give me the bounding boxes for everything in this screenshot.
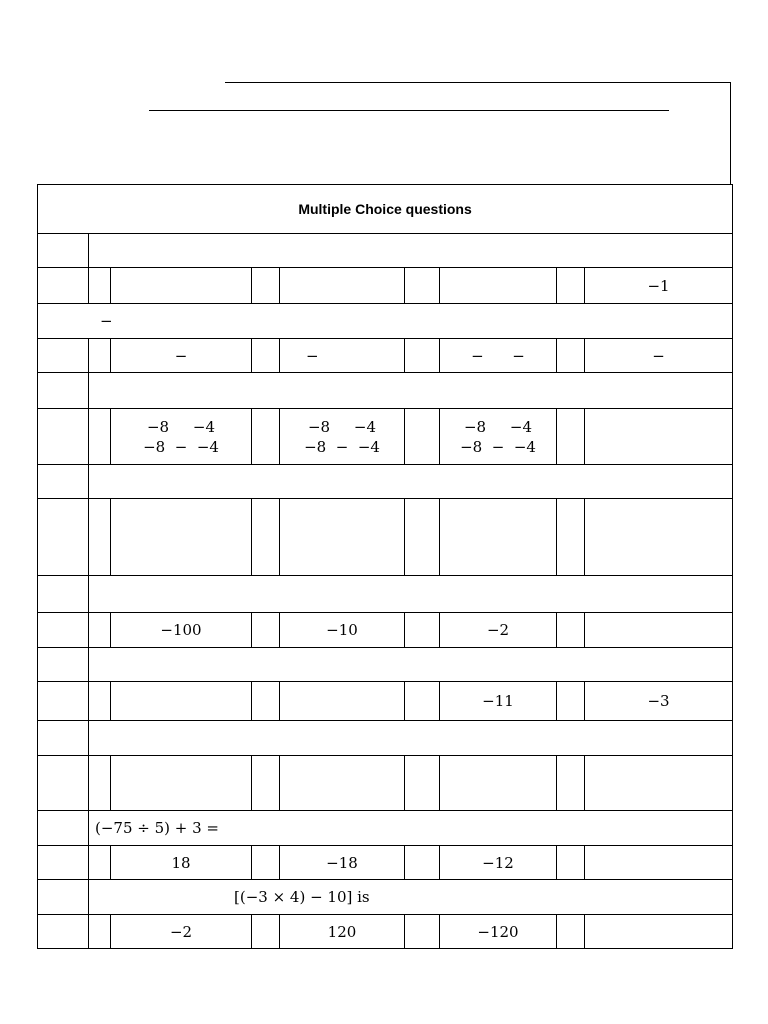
options-row [38, 915, 733, 949]
question-text [89, 576, 733, 613]
option-c: − − [440, 339, 557, 373]
option-a: 18 [111, 846, 252, 880]
question-row [38, 880, 733, 915]
options-row [38, 846, 733, 880]
option-letter-b [252, 499, 280, 576]
options-row [38, 682, 733, 721]
option-letter-b [252, 613, 280, 648]
option-letter-c [405, 915, 440, 949]
question-row [38, 721, 733, 756]
question-number-cell [38, 576, 89, 613]
question-text: − [38, 304, 733, 339]
option-letter-d [557, 682, 585, 721]
question-number-cell [38, 811, 89, 846]
option-letter-d [557, 409, 585, 465]
option-b [280, 499, 405, 576]
option-c: −12 [440, 846, 557, 880]
question-number-cell [38, 373, 89, 409]
option-a: −100 [111, 613, 252, 648]
option-a [111, 682, 252, 721]
option-number-cell [38, 846, 89, 880]
question-text [89, 721, 733, 756]
option-a-line-1: −8 −4 [146, 417, 216, 436]
question-row [38, 373, 733, 409]
options-row [38, 756, 733, 811]
option-number-cell [38, 613, 89, 648]
option-letter-d [557, 499, 585, 576]
option-d: −3 [585, 682, 733, 721]
question-number-cell [38, 648, 89, 682]
option-b: 120 [280, 915, 405, 949]
option-d: −1 [585, 268, 733, 304]
option-d: − [585, 339, 733, 373]
option-b [280, 756, 405, 811]
options-row [38, 339, 733, 373]
option-a: −2 [111, 915, 252, 949]
option-d [585, 756, 733, 811]
option-letter-a [89, 268, 111, 304]
option-letter-c [405, 268, 440, 304]
options-row [38, 268, 733, 304]
option-letter-b [252, 268, 280, 304]
option-b: −18 [280, 846, 405, 880]
option-letter-d [557, 846, 585, 880]
option-letter-d [557, 613, 585, 648]
option-letter-a [89, 499, 111, 576]
question-text [89, 648, 733, 682]
option-number-cell [38, 756, 89, 811]
option-number-cell [38, 268, 89, 304]
question-text [89, 373, 733, 409]
mcq-table [37, 184, 733, 949]
header-line-right [730, 82, 731, 184]
option-c [440, 499, 557, 576]
option-a: − [111, 339, 252, 373]
question-number-cell [38, 465, 89, 499]
option-c [440, 268, 557, 304]
option-d [585, 915, 733, 949]
option-letter-a [89, 339, 111, 373]
question-text: (−75 ÷ 5) + 3 = [89, 811, 733, 846]
question-number-cell [38, 880, 89, 915]
option-c [440, 409, 557, 465]
option-letter-d [557, 268, 585, 304]
option-d [585, 613, 733, 648]
option-number-cell [38, 409, 89, 465]
option-c: −2 [440, 613, 557, 648]
question-text: [(−3 × 4) − 10] is [89, 880, 733, 915]
option-d [585, 409, 733, 465]
question-row [38, 576, 733, 613]
options-row [38, 499, 733, 576]
option-c: −120 [440, 915, 557, 949]
option-letter-b [252, 682, 280, 721]
options-row [38, 409, 733, 465]
option-a [111, 756, 252, 811]
option-letter-c [405, 339, 440, 373]
header-line-top [225, 82, 731, 83]
question-text [89, 465, 733, 499]
option-b [280, 682, 405, 721]
option-letter-c [405, 409, 440, 465]
option-b-line-1: −8 −4 [307, 417, 377, 436]
option-letter-b [252, 409, 280, 465]
option-a [111, 409, 252, 465]
option-letter-b [252, 339, 280, 373]
option-number-cell [38, 499, 89, 576]
question-row [38, 648, 733, 682]
option-letter-d [557, 339, 585, 373]
option-letter-d [557, 756, 585, 811]
option-letter-a [89, 846, 111, 880]
option-letter-c [405, 613, 440, 648]
option-c-line-1: −8 −4 [463, 417, 533, 436]
option-number-cell [38, 915, 89, 949]
question-number-cell [38, 234, 89, 268]
option-letter-a [89, 409, 111, 465]
option-letter-b [252, 915, 280, 949]
option-letter-a [89, 613, 111, 648]
option-letter-a [89, 915, 111, 949]
option-d [585, 846, 733, 880]
option-letter-b [252, 756, 280, 811]
option-letter-a [89, 756, 111, 811]
question-number-cell [38, 721, 89, 756]
question-row [38, 234, 733, 268]
option-letter-b [252, 846, 280, 880]
table-title: Multiple Choice questions [38, 185, 733, 234]
option-a-line-2: −8 − −4 [143, 437, 219, 456]
question-row [38, 465, 733, 499]
options-row [38, 613, 733, 648]
option-a [111, 499, 252, 576]
option-d [585, 499, 733, 576]
option-b: −10 [280, 613, 405, 648]
option-number-cell [38, 682, 89, 721]
question-text [89, 234, 733, 268]
option-c-line-2: −8 − −4 [460, 437, 536, 456]
header-line-middle [149, 110, 669, 111]
option-c: −11 [440, 682, 557, 721]
option-letter-c [405, 682, 440, 721]
option-letter-d [557, 915, 585, 949]
option-number-cell [38, 339, 89, 373]
option-c [440, 756, 557, 811]
question-row [38, 811, 733, 846]
option-b-line-2: −8 − −4 [304, 437, 380, 456]
option-b [280, 268, 405, 304]
option-letter-c [405, 756, 440, 811]
option-letter-c [405, 846, 440, 880]
option-letter-c [405, 499, 440, 576]
option-letter-a [89, 682, 111, 721]
question-row [38, 304, 733, 339]
option-a [111, 268, 252, 304]
option-b [280, 409, 405, 465]
option-b: − [280, 339, 405, 373]
